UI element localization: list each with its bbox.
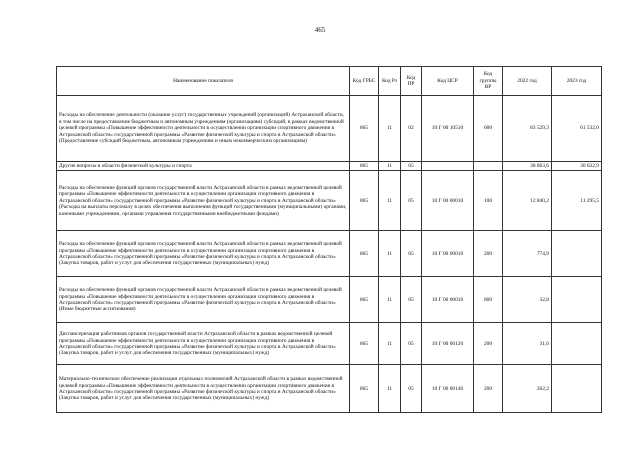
csr-code: 10 Г 00 10510 [422,96,474,162]
rz-code: 11 [379,96,401,162]
grbs-code: 865 [350,171,379,231]
csr-code: 10 Г 00 00010 [422,171,474,231]
vr-code [474,162,503,171]
vr-code: 200 [474,231,503,277]
table-row [57,323,602,365]
table-row [57,231,602,277]
budget-table [56,66,602,413]
pr-code: 02 [401,96,422,162]
grbs-code: 865 [350,162,379,171]
indicator-name: Расходы на обеспечение функций органов государственной власти Астраханской области в рамках ведомственной целевой программы «Повышение эффективности деятельности в осуществлении организации спортивного движения в Астраханской области» государственной программы «Развитие физической культуры и спорта в Астраханской области» (Расходы на выплаты персоналу в целях обеспечения выполнения функций государственными (муниципальными) органами, казенными учреждениями, органами управления государственными внебюджетными фондами) [57,171,350,231]
value-2023: 11 295,5 [552,171,602,231]
vr-code: 800 [474,277,503,323]
grbs-code: 865 [350,231,379,277]
value-2023 [552,365,602,413]
value-2023: 30 622,9 [552,162,602,171]
csr-code [422,162,474,171]
column-header: Наименование показателя [57,67,350,96]
column-header: 2022 год [503,67,552,96]
table-row [57,171,602,231]
indicator-name: Расходы на обеспечение деятельности (оказание услуг) государственных учреждений (организаций) Астраханской области, в том числе на предоставление бюджетным и автономным учреждениям (организациям) субсидий, в рамках ведомственной целевой программы «Повышение эффективности деятельности в осуществлении организации спортивного движения в Астраханской области» государственной программы «Развитие физической культуры и спорта в Астраханской области» (Предоставление субсидий бюджетным, автономным учреждениям и иным некоммерческим организациям) [57,96,350,162]
csr-code: 10 Г 00 00120 [422,323,474,365]
grbs-code: 865 [350,365,379,413]
column-header: Код ГРБС [350,67,379,96]
pr-code: 05 [401,365,422,413]
value-2023 [552,323,602,365]
column-header: 2023 год [552,67,602,96]
rz-code: 11 [379,231,401,277]
page-number: 465 [314,26,326,34]
pr-code: 05 [401,231,422,277]
value-2022: 774,9 [503,231,552,277]
pr-code: 05 [401,277,422,323]
table-row [57,162,602,171]
grbs-code: 865 [350,323,379,365]
value-2022: 38 863,6 [503,162,552,171]
table-row [57,96,602,162]
rz-code: 11 [379,365,401,413]
table-header-row [57,67,602,96]
vr-code: 200 [474,365,503,413]
vr-code: 600 [474,96,503,162]
rz-code: 11 [379,323,401,365]
indicator-name: Расходы на обеспечение функций органов государственной власти Астраханской области в рамках ведомственной целевой программы «Повышение эффективности деятельности в осуществлении организации спортивного движения в Астраханской области» государственной программы «Развитие физической культуры и спорта в Астраханской области» (Иные бюджетные ассигнования) [57,277,350,323]
indicator-name: Материально-техническое обеспечение реализации отдельных полномочий Астраханской области в рамках ведомственной целевой программы «Повышение эффективности деятельности в осуществлении организации спортивного движения в Астраханской области» государственной программы «Развитие физической культуры и спорта в Астраханской области» (Закупка товаров, работ и услуг для обеспечения государственных (муниципальных) нужд) [57,365,350,413]
column-header: Код группы ВР [474,67,503,96]
value-2022: 31,0 [503,323,552,365]
value-2022: 83 529,3 [503,96,552,162]
vr-code: 200 [474,323,503,365]
rz-code: 11 [379,171,401,231]
indicator-name: Другие вопросы в области физической культуры и спорта [57,162,350,171]
value-2023 [552,277,602,323]
column-header: Код ЦСР [422,67,474,96]
vr-code: 100 [474,171,503,231]
value-2022: 262,2 [503,365,552,413]
csr-code: 10 Г 00 00010 [422,277,474,323]
value-2022: 32,8 [503,277,552,323]
table-row [57,365,602,413]
grbs-code: 865 [350,277,379,323]
column-header: Код ПР [401,67,422,96]
column-header: Код Рз [379,67,401,96]
indicator-name: Расходы на обеспечение функций органов государственной власти Астраханской области в рамках ведомственной целевой программы «Повышение эффективности деятельности в осуществлении организации спортивного движения в Астраханской области» государственной программы «Развитие физической культуры и спорта в Астраханской области» (Закупка товаров, работ и услуг для обеспечения государственных (муниципальных) нужд) [57,231,350,277]
grbs-code: 865 [350,96,379,162]
rz-code: 11 [379,277,401,323]
pr-code: 05 [401,162,422,171]
pr-code: 05 [401,171,422,231]
csr-code: 10 Г 00 00010 [422,231,474,277]
rz-code: 11 [379,162,401,171]
table-row [57,277,602,323]
indicator-name: Диспансеризация работников органов государственной власти Астраханской области в рамках ведомственной целевой программы «Повышение эффективности деятельности в осуществлении организации спортивного движения в Астраханской области» государственной программы «Развитие физической культуры и спорта в Астраханской области» (Закупка товаров, работ и услуг для обеспечения государственных (муниципальных) нужд) [57,323,350,365]
pr-code: 05 [401,323,422,365]
csr-code: 10 Г 00 00140 [422,365,474,413]
value-2023 [552,231,602,277]
value-2023: 61 532,0 [552,96,602,162]
value-2022: 12 840,2 [503,171,552,231]
